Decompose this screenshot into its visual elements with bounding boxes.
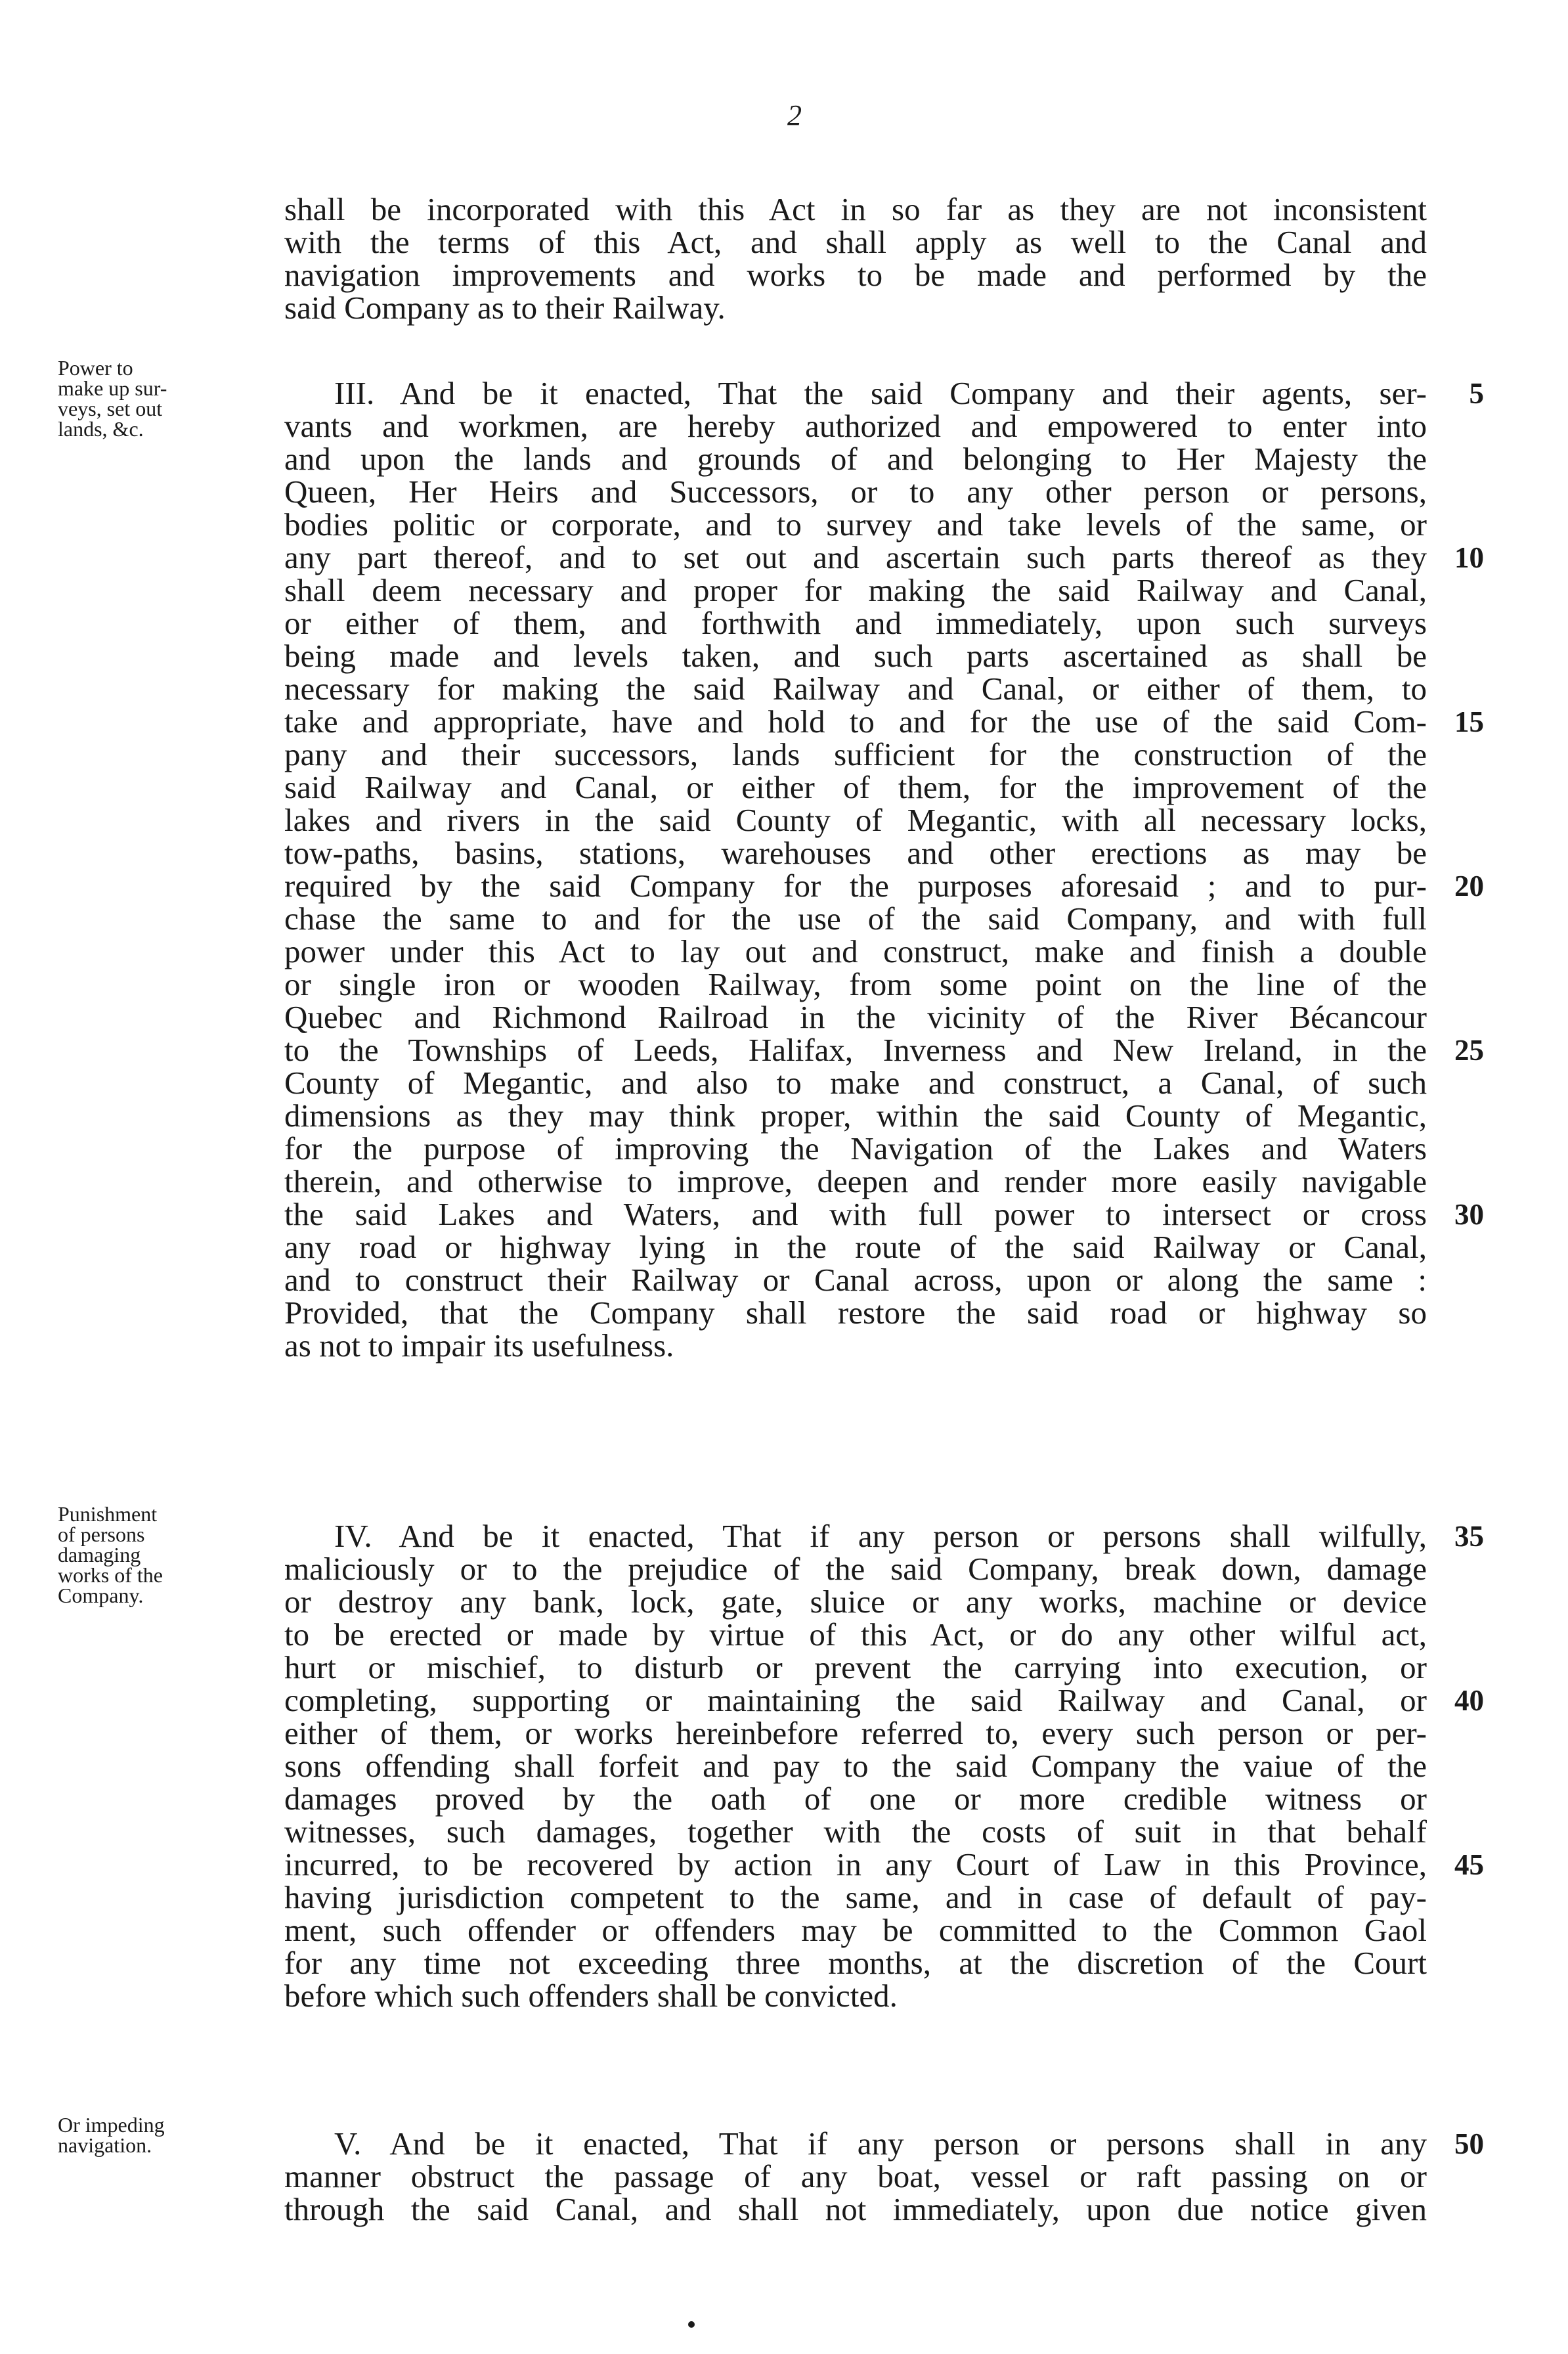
text-line: required by the said Company for the purposes aforesaid ; and to pur- xyxy=(284,868,1427,904)
line-number: 10 xyxy=(1454,541,1484,574)
margin-note-line: Power to xyxy=(58,356,133,380)
text-line: for the purpose of improving the Navigation of the Lakes and Waters xyxy=(284,1130,1427,1166)
text-line: ment, such offender or offenders may be committed to the Common Gaol xyxy=(284,1912,1427,1948)
text-line: or destroy any bank, lock, gate, sluice or any works, machine or device xyxy=(284,1584,1427,1620)
line-number: 30 xyxy=(1454,1198,1484,1231)
text-line: before which such offenders shall be convicted. xyxy=(284,1978,898,2014)
text-line: to be erected or made by virtue of this Act, or do any other wilful act, xyxy=(284,1616,1427,1653)
margin-note-line: Or impeding xyxy=(58,2113,165,2137)
text-line: vants and workmen, are hereby authorized and empowered to enter into xyxy=(284,408,1427,444)
text-line: therein, and otherwise to improve, deepen and render more easily navigable xyxy=(284,1163,1427,1199)
text-line: said Company as to their Railway. xyxy=(284,290,726,326)
line-number: 25 xyxy=(1454,1034,1484,1067)
text-line: the said Lakes and Waters, and with full power to intersect or cross xyxy=(284,1196,1427,1232)
margin-note xyxy=(58,1504,268,1606)
text-line: having jurisdiction competent to the same, and in case of default of pay- xyxy=(284,1879,1427,1915)
text-line: necessary for making the said Railway and Canal, or either of them, to xyxy=(284,671,1427,707)
text-line: power under this Act to lay out and construct, make and finish a double xyxy=(284,933,1427,969)
text-line: incurred, to be recovered by action in any Court of Law in this Province, xyxy=(284,1846,1427,1882)
text-line: for any time not exceeding three months, at the discretion of the Court xyxy=(284,1945,1427,1981)
text-line: V. And be it enacted, That if any person or persons shall in any xyxy=(334,2125,1427,2162)
margin-note-line: damaging xyxy=(58,1543,141,1566)
line-number: 40 xyxy=(1454,1684,1484,1717)
text-line: any part thereof, and to set out and ascertain such parts thereof as they xyxy=(284,539,1427,575)
line-number: 20 xyxy=(1454,870,1484,902)
text-line: being made and levels taken, and such parts ascertained as shall be xyxy=(284,638,1427,674)
margin-note xyxy=(58,2115,268,2156)
text-line: Quebec and Richmond Railroad in the vicinity of the River Bécancour xyxy=(284,999,1427,1035)
text-line: Queen, Her Heirs and Successors, or to any other person or persons, xyxy=(284,474,1427,510)
text-line: manner obstruct the passage of any boat, vessel or raft passing on or xyxy=(284,2158,1427,2194)
text-line: through the said Canal, and shall not immediately, upon due notice given xyxy=(284,2191,1427,2227)
page-number: 2 xyxy=(787,99,802,131)
text-line: or single iron or wooden Railway, from some point on the line of the xyxy=(284,966,1427,1002)
margin-note-line: navigation. xyxy=(58,2133,152,2157)
margin-note-line: works of the xyxy=(58,1563,163,1587)
margin-note-line: veys, set out xyxy=(58,397,163,420)
text-line: chase the same to and for the use of the said Company, and with full xyxy=(284,900,1427,937)
line-number: 35 xyxy=(1454,1520,1484,1553)
text-line: any road or highway lying in the route of the said Railway or Canal, xyxy=(284,1229,1427,1265)
text-line: and to construct their Railway or Canal across, upon or along the same : xyxy=(284,1262,1427,1298)
text-line: with the terms of this Act, and shall apply as well to the Canal and xyxy=(284,224,1427,260)
text-line: IV. And be it enacted, That if any person or persons shall wilfully, xyxy=(334,1518,1427,1554)
text-line: witnesses, such damages, together with the costs of suit in that behalf xyxy=(284,1813,1427,1850)
line-number: 45 xyxy=(1454,1848,1484,1881)
text-line: to the Townships of Leeds, Halifax, Inverness and New Ireland, in the xyxy=(284,1032,1427,1068)
text-line: tow-paths, basins, stations, warehouses and other erections as may be xyxy=(284,835,1427,871)
text-line: completing, supporting or maintaining the said Railway and Canal, or xyxy=(284,1682,1427,1718)
text-line: as not to impair its usefulness. xyxy=(284,1327,674,1364)
text-line: bodies politic or corporate, and to survey and take levels of the same, or xyxy=(284,506,1427,543)
text-line: dimensions as they may think proper, within the said County of Megantic, xyxy=(284,1098,1427,1134)
margin-note-line: Punishment xyxy=(58,1502,158,1526)
text-line: or either of them, and forthwith and immediately, upon such surveys xyxy=(284,605,1427,641)
text-line: said Railway and Canal, or either of them, for the improvement of the xyxy=(284,769,1427,805)
margin-note-line: Company. xyxy=(58,1584,144,1607)
text-line: navigation improvements and works to be made and performed by the xyxy=(284,257,1427,293)
margin-note-line: of persons xyxy=(58,1522,145,1546)
line-number: 50 xyxy=(1454,2127,1484,2160)
text-line: hurt or mischief, to disturb or prevent the carrying into execution, or xyxy=(284,1649,1427,1685)
text-line: maliciously or to the prejudice of the said Company, break down, damage xyxy=(284,1551,1427,1587)
text-line: pany and their successors, lands sufficient for the construction of the xyxy=(284,736,1427,772)
text-line: III. And be it enacted, That the said Company and their agents, ser- xyxy=(334,375,1427,411)
text-line: take and appropriate, have and hold to and for the use of the said Com- xyxy=(284,703,1427,740)
text-line: County of Megantic, and also to make and construct, a Canal, of such xyxy=(284,1065,1427,1101)
margin-note-line: make up sur- xyxy=(58,376,167,400)
signature-dot xyxy=(688,2321,695,2328)
text-line: either of them, or works hereinbefore referred to, every such person or per- xyxy=(284,1715,1427,1751)
text-line: sons offending shall forfeit and pay to the said Company the vaiue of the xyxy=(284,1748,1427,1784)
text-line: lakes and rivers in the said County of Megantic, with all necessary locks, xyxy=(284,802,1427,838)
text-line: shall deem necessary and proper for making the said Railway and Canal, xyxy=(284,572,1427,608)
margin-note xyxy=(58,358,268,439)
line-number: 5 xyxy=(1469,377,1484,410)
text-line: Provided, that the Company shall restore the said road or highway so xyxy=(284,1295,1427,1331)
line-number: 15 xyxy=(1454,705,1484,738)
text-line: shall be incorporated with this Act in so far as they are not inconsistent xyxy=(284,191,1427,227)
margin-note-line: lands, &c. xyxy=(58,417,144,441)
text-line: damages proved by the oath of one or more credible witness or xyxy=(284,1781,1427,1817)
text-line: and upon the lands and grounds of and belonging to Her Majesty the xyxy=(284,441,1427,477)
